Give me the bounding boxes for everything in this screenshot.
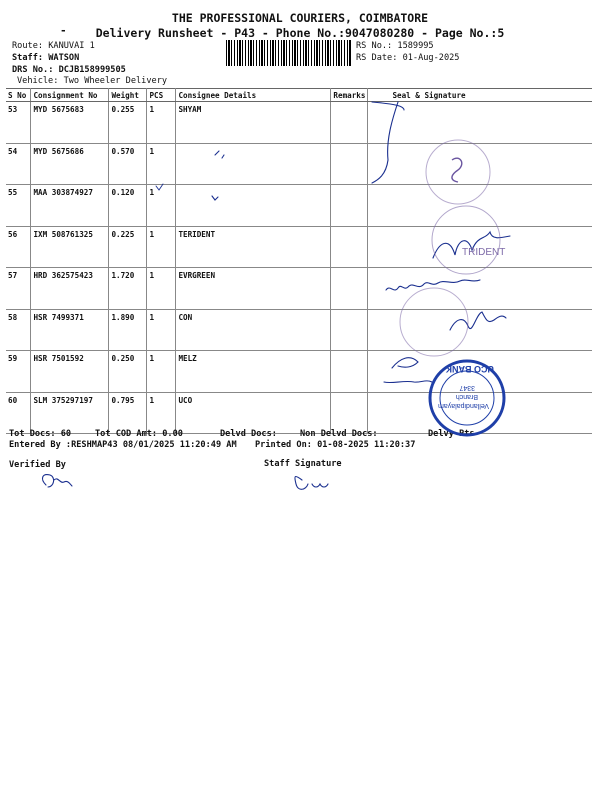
cell-remarks <box>331 392 368 434</box>
uco-branch-label: Branch <box>455 393 478 400</box>
cell-consignee: EVRGREEN <box>176 268 331 310</box>
table-row <box>6 268 592 310</box>
cell-seal <box>368 185 592 227</box>
cell-sno: 53 <box>6 102 31 144</box>
cell-sno: 57 <box>6 268 31 310</box>
barcode-image <box>226 40 352 66</box>
delivered-docs: Delvd Docs: <box>220 429 277 439</box>
cell-pcs: 1 <box>147 102 176 144</box>
cell-pcs: 1 <box>147 185 176 227</box>
total-docs: Tot Docs: 60 <box>9 429 72 439</box>
cell-consignee <box>176 143 331 185</box>
cell-consignee: MELZ <box>176 351 331 393</box>
cell-consignment: MYD 5675686 <box>31 143 109 185</box>
cell-sno: 55 <box>6 185 31 227</box>
dash-mark: - <box>60 24 67 37</box>
non-delivered-docs: Non Delvd Docs: <box>300 429 378 439</box>
cell-pcs: 1 <box>147 351 176 393</box>
col-consignment: Consignment No <box>31 89 109 102</box>
total-cod-amount: Tot COD Amt: 0.00 <box>95 429 183 439</box>
cell-remarks <box>331 102 368 144</box>
table-row <box>6 102 592 144</box>
staff-label: Staff: WATSON <box>12 53 80 63</box>
runsheet-title: Delivery Runsheet - P43 - Phone No.:9047080280 - Page No.:5 <box>95 26 505 40</box>
cell-consignee: UCO <box>176 392 331 434</box>
col-seal: Seal & Signature <box>368 89 592 102</box>
cell-weight: 0.570 <box>109 143 147 185</box>
cell-pcs: 1 <box>147 268 176 310</box>
table-row <box>6 309 592 351</box>
cell-pcs: 1 <box>147 143 176 185</box>
cell-pcs: 1 <box>147 226 176 268</box>
staff-signature <box>295 477 328 490</box>
col-pcs: PCS <box>147 89 176 102</box>
cell-consignment: MYD 5675683 <box>31 102 109 144</box>
cell-weight: 1.890 <box>109 309 147 351</box>
entered-by: Entered By :RESHMAP43 08/01/2025 11:20:49 AM <box>9 440 237 450</box>
cell-seal <box>368 143 592 185</box>
cell-remarks <box>331 268 368 310</box>
cell-sno: 56 <box>6 226 31 268</box>
cell-consignment: HRD 362575423 <box>31 268 109 310</box>
delivery-points: Delvy Pts <box>428 429 475 439</box>
vehicle-label: Vehicle: Two Wheeler Delivery <box>17 76 168 86</box>
col-weight: Weight <box>109 89 147 102</box>
table-row <box>6 351 592 393</box>
cell-pcs: 1 <box>147 392 176 434</box>
cell-consignee: TERIDENT <box>176 226 331 268</box>
table-row <box>6 185 592 227</box>
cell-remarks <box>331 309 368 351</box>
col-remarks: Remarks <box>331 89 368 102</box>
cell-sno: 60 <box>6 392 31 434</box>
cell-weight: 0.250 <box>109 351 147 393</box>
rs-date: RS Date: 01-Aug-2025 <box>356 53 460 63</box>
uco-branch-name: Vellandipalayam <box>438 402 489 409</box>
cell-consignee <box>176 185 331 227</box>
cell-remarks <box>331 143 368 185</box>
cell-consignment: HSR 7501592 <box>31 351 109 393</box>
cell-seal <box>368 351 592 393</box>
verified-signature <box>43 475 72 487</box>
table-row <box>6 226 592 268</box>
cell-seal <box>368 102 592 144</box>
uco-branch-code: 3347 <box>459 384 475 391</box>
verified-by-label: Verified By <box>9 460 66 470</box>
rs-number: RS No.: 1589995 <box>356 41 434 51</box>
printed-on: Printed On: 01-08-2025 11:20:37 <box>255 440 416 450</box>
trident-stamp-text: TRIDENT <box>462 247 506 258</box>
cell-remarks <box>331 185 368 227</box>
staff-signature-label: Staff Signature <box>264 459 342 469</box>
uco-bank-name: UCO BANK <box>445 364 494 374</box>
cell-consignment: SLM 375297197 <box>31 392 109 434</box>
table-header-row <box>6 89 592 102</box>
cell-seal <box>368 268 592 310</box>
cell-consignment: IXM 508761325 <box>31 226 109 268</box>
drs-number: DRS No.: DCJB158999505 <box>12 65 126 75</box>
cell-remarks <box>331 351 368 393</box>
table-row <box>6 392 592 434</box>
cell-weight: 0.120 <box>109 185 147 227</box>
runsheet-table <box>6 88 592 434</box>
route-label: Route: KANUVAI 1 <box>12 41 95 51</box>
table-row <box>6 143 592 185</box>
col-consignee: Consignee Details <box>176 89 331 102</box>
cell-sno: 58 <box>6 309 31 351</box>
cell-consignment: MAA 303874927 <box>31 185 109 227</box>
cell-seal <box>368 309 592 351</box>
cell-pcs: 1 <box>147 309 176 351</box>
cell-consignee: SHYAM <box>176 102 331 144</box>
cell-remarks <box>331 226 368 268</box>
company-title: THE PROFESSIONAL COURIERS, COIMBATORE <box>171 11 429 25</box>
cell-sno: 54 <box>6 143 31 185</box>
cell-consignee: CON <box>176 309 331 351</box>
cell-weight: 0.255 <box>109 102 147 144</box>
col-sno: S No <box>6 89 31 102</box>
cell-weight: 0.225 <box>109 226 147 268</box>
cell-seal <box>368 392 592 434</box>
cell-seal <box>368 226 592 268</box>
cell-weight: 1.720 <box>109 268 147 310</box>
cell-weight: 0.795 <box>109 392 147 434</box>
cell-consignment: HSR 7499371 <box>31 309 109 351</box>
cell-sno: 59 <box>6 351 31 393</box>
